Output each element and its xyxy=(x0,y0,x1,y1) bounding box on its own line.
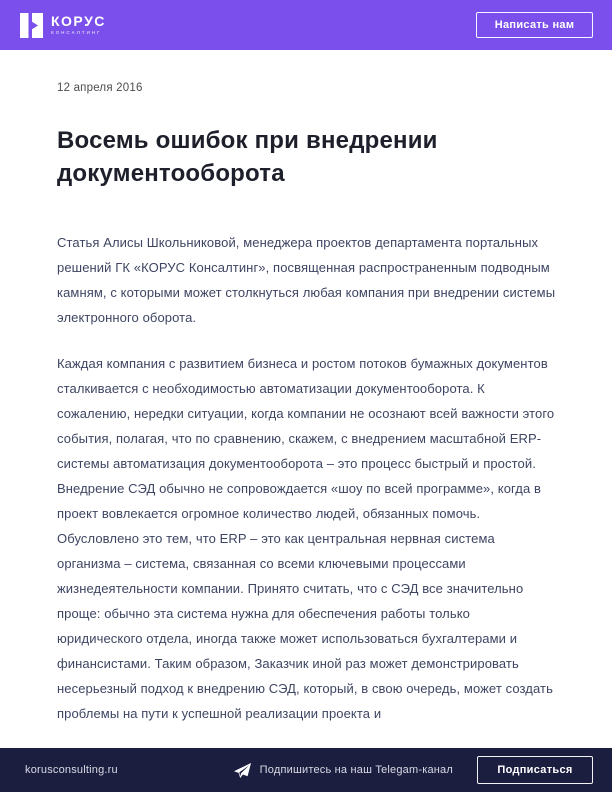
subscribe-button[interactable]: Подписаться xyxy=(477,756,593,784)
site-header xyxy=(0,0,612,50)
site-footer xyxy=(0,748,612,792)
paper-plane-icon xyxy=(234,763,251,778)
logo-title: КОРУС xyxy=(51,13,106,30)
telegram-subscribe-group xyxy=(234,756,593,784)
logo-text xyxy=(51,14,106,36)
article-paragraph-1: Статья Алисы Школьниковой, менеджера проектов департамента портальных решений ГК «КОРУС Консалтинг», посвященная распространенным подводным камням, с которыми может столкнуться любая компания при внедрении системы электронного оборота. xyxy=(57,235,556,325)
site-link[interactable]: korusconsulting.ru xyxy=(25,764,118,776)
korus-logo-icon xyxy=(20,13,43,38)
article-paragraph-2: Каждая компания с развитием бизнеса и ростом потоков бумажных документов сталкивается с необходимостью автоматизации документооборота. К сожалению, нередки ситуации, когда компании не осознают всей важности этого события, полагая, что по сравнению, скажем, с внедрением масштабной ERP-системы автоматизация документооборота – это процесс быстрый и простой. Внедрение СЭД обычно не сопровождается «шоу по всей программе», когда в проект вовлекается огромное количество людей, обязанных помочь. Обусловлено это тем, что ERP – это как центральная нервная система организма – система, связанная со всеми ключевыми процессами жизнедеятельности компании. Принято считать, что с СЭД все значительно проще: обычно эта система нужна для обеспечения работы только юридического отдела, иногда также может использоваться бухгалтерами и финансистами. Таким образом, Заказчик иной раз может демонстрировать несерьезный подход к внедрению СЭД, который, в свою очередь, может создать проблемы на пути к успешной реализации проекта и xyxy=(57,356,555,721)
logo-subtitle: КОНСАЛТИНГ xyxy=(51,30,102,36)
article-title: Восемь ошибок при внедрении документооборота xyxy=(57,127,438,187)
article-date: 12 апреля 2016 xyxy=(57,82,143,94)
korus-logo[interactable] xyxy=(20,13,106,38)
article-content xyxy=(0,50,612,748)
telegram-text: Подпишитесь на наш Telegam-канал xyxy=(259,764,453,776)
contact-button[interactable]: Написать нам xyxy=(476,12,593,38)
